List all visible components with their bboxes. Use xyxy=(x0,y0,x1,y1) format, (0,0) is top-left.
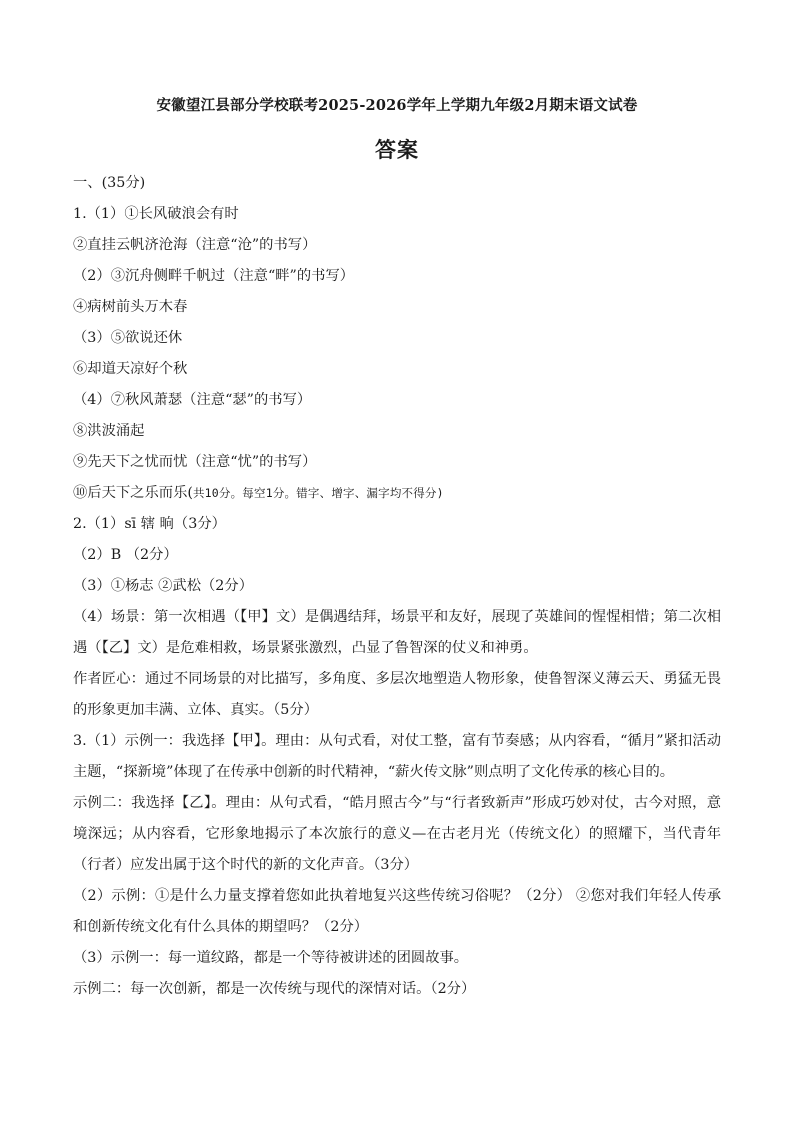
answer-paragraph: （4）场景：第一次相遇（【甲】文）是偶遇结拜，场景平和友好，展现了英雄间的惺惺相惜；第二次相遇（【乙】文）是危难相救，场景紧张激烈，凸显了鲁智深的仗义和神勇。 xyxy=(73,609,721,656)
answer-line: ②直挂云帆济沧海（注意“沧”的书写） xyxy=(73,237,317,253)
answer-paragraph: 示例二：我选择【乙】。理由：从句式看，“皓月照古今”与“行者致新声”形成巧妙对仗，古今对照，意境深远；从内容看，它形象地揭示了本次旅行的意义—在古老月光（传统文化）的照耀下，当代青年（行者）应发出属于这个时代的新的文化声音。（3分） xyxy=(73,795,721,873)
answer-line-scoring xyxy=(73,478,721,509)
answer-line: （3）示例一：每一道纹路，都是一个等待被讲述的团圆故事。 xyxy=(73,950,469,966)
scoring-note: 共10分。每空1分。错字、增字、漏字均不得分) xyxy=(192,486,444,500)
answer-line: （4）⑦秋风萧瑟（注意“瑟”的书写） xyxy=(73,392,312,408)
section-heading: 一、(35分) xyxy=(73,175,146,191)
answer-line: ④病树前头万木春 xyxy=(73,299,188,315)
answer-paragraph: 作者匠心：通过不同场景的对比描写，多角度、多层次地塑造人物形象，使鲁智深义薄云天、勇猛无畏的形象更加丰满、立体、真实。（5分） xyxy=(73,671,721,718)
answer-line: （3）①杨志 ②武松（2分） xyxy=(73,578,254,594)
answer-line: （2）B （2分） xyxy=(73,547,178,563)
answer-line: 2.（1）sī 辖 晌（3分） xyxy=(73,516,226,532)
page-title: 安徽望江县部分学校联考2025-2026学年上学期九年级2月期末语文试卷 xyxy=(156,97,638,114)
answer-line: ⑨先天下之忧而忧（注意“忧”的书写） xyxy=(73,454,317,470)
answer-line: 1.（1）①长风破浪会有时 xyxy=(73,206,239,222)
answer-line: （2）③沉舟侧畔千帆过（注意“畔”的书写） xyxy=(73,268,355,284)
answer-line: ⑧洪波涌起 xyxy=(73,423,145,439)
answer-body xyxy=(73,168,721,1005)
answer-line: （3）⑤欲说还休 xyxy=(73,330,183,346)
page-subtitle: 答案 xyxy=(375,137,419,162)
answer-paragraph: 3.（1）示例一：我选择【甲】。理由：从句式看，对仗工整，富有节奏感；从内容看，“循月”紧扣活动主题，“探新境”体现了在传承中创新的时代精神，“薪火传文脉”则点明了文化传承的核心目的。 xyxy=(73,733,721,780)
answer-line-main: ⑩后天下之乐而乐( xyxy=(73,485,193,501)
answer-paragraph: （2）示例：①是什么力量支撑着您如此执着地复兴这些传统习俗呢？（2分） ②您对我们年轻人传承和创新传统文化有什么具体的期望吗？（2分） xyxy=(73,888,721,935)
answer-line: ⑥却道天凉好个秋 xyxy=(73,361,188,377)
answer-line: 示例二：每一次创新，都是一次传统与现代的深情对话。（2分） xyxy=(73,981,476,997)
